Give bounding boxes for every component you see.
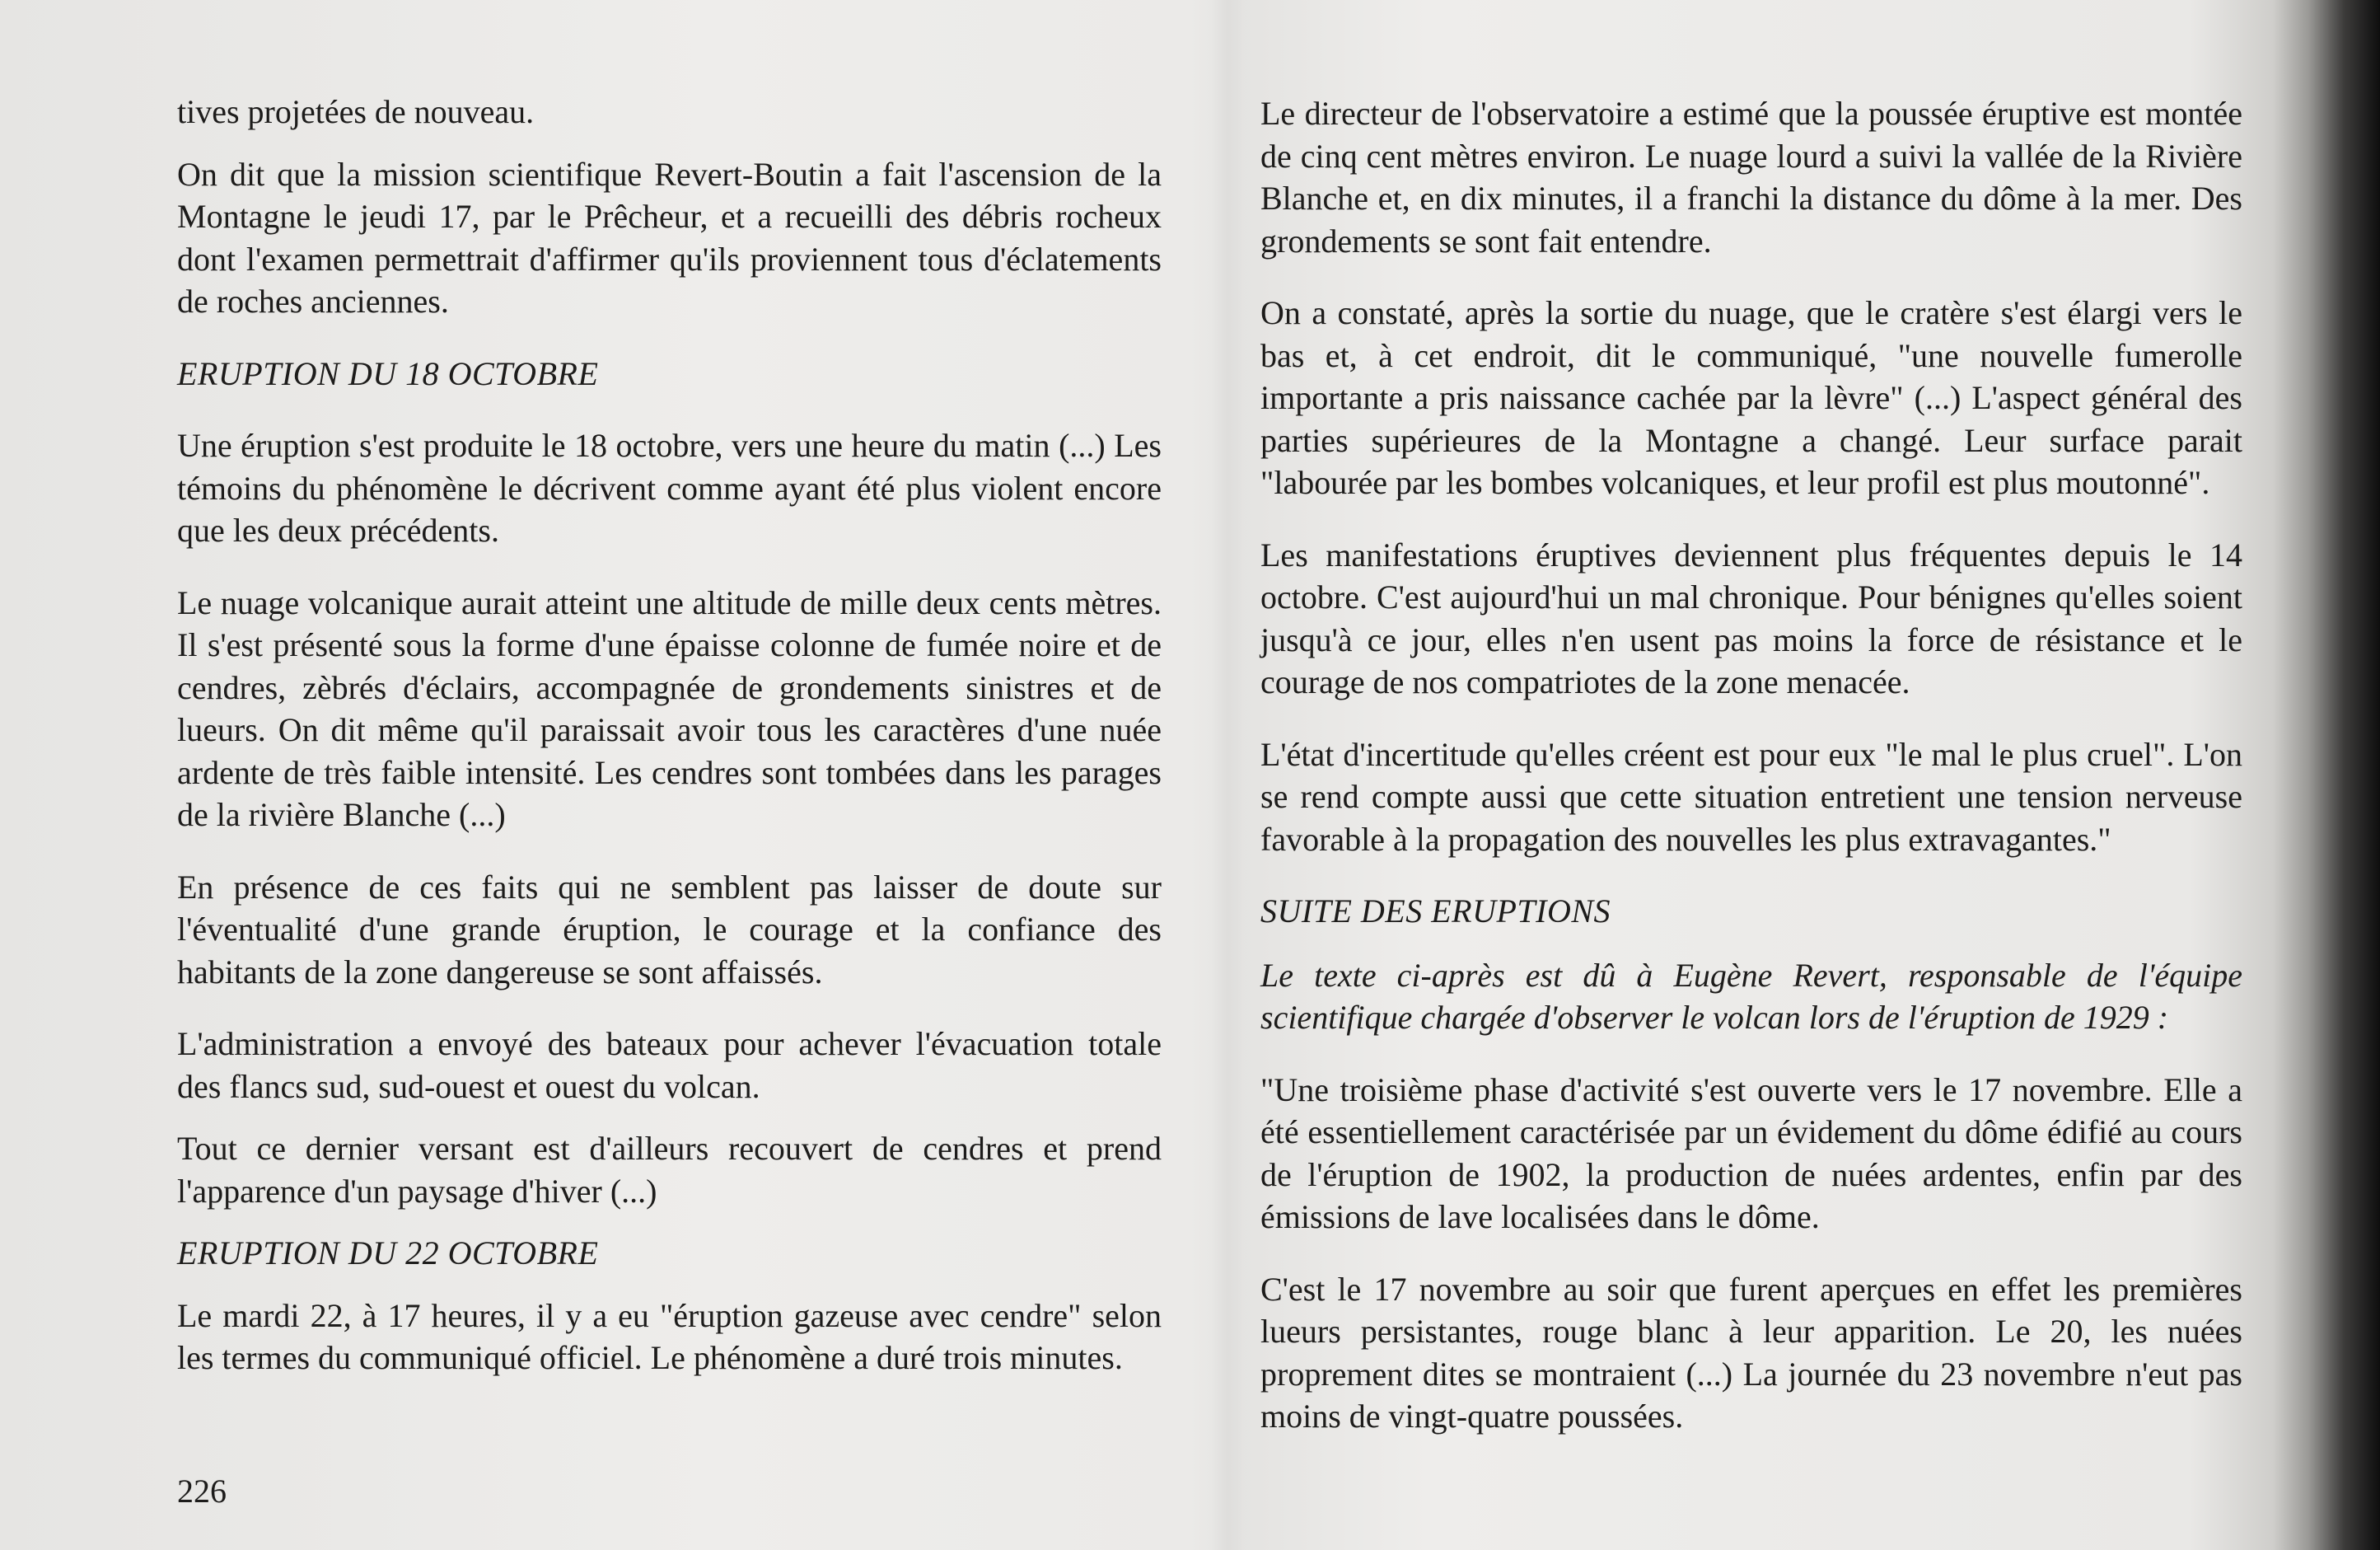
paragraph: Le mardi 22, à 17 heures, il y a eu "éruption gazeuse avec cendre" selon les termes du communiqué officiel. Le phénomène a duré trois minutes. [177, 1296, 1162, 1376]
paragraph: L'administration a envoyé des bateaux pour achever l'évacuation totale des flancs sud, sud-ouest et ouest du volcan. [177, 1025, 1162, 1105]
paragraph: On a constaté, après la sortie du nuage, que le cratère s'est élargi vers le bas et, à cet endroit, dit le communiqué, "une nouvelle fumerolle importante a pris naissance cachée par la lèvre" (...) L'aspect général des parties supérieures de la Montagne a changé. Leur surface parait "labourée par les bombes volcaniques, et leur profil est plus moutonné". [1260, 294, 2242, 501]
paragraph: En présence de ces faits qui ne semblent pas laisser de doute sur l'éventualité d'une grande éruption, le courage et la confiance des habitants de la zone dangereuse se sont affaissés. [177, 868, 1162, 990]
paragraph: "Une troisième phase d'activité s'est ouverte vers le 17 novembre. Elle a été essentiellement caractérisée par un évidement du dôme édifié au cours de l'éruption de 1902, la production de nuées ardentes, enfin par des émissions de lave localisées dans le dôme. [1260, 1070, 2242, 1235]
page-number: 226 [177, 1473, 227, 1510]
paragraph: On dit que la mission scientifique Revert-Boutin a fait l'ascension de la Montagne le jeudi 17, par le Prêcheur, et a recueilli des débris rocheux dont l'examen permettrait d'affirmer qu'ils proviennent tous d'éclatements de roches anciennes. [177, 155, 1162, 320]
section-heading: SUITE DES ERUPTIONS [1260, 892, 1611, 930]
section-heading: ERUPTION DU 22 OCTOBRE [177, 1234, 599, 1271]
paragraph: L'état d'incertitude qu'elles créent est pour eux "le mal le plus cruel". L'on se rend compte aussi que cette situation entretient une tension nerveuse favorable à la propagation des nouvelles les plus extravagantes." [1260, 735, 2242, 858]
right-column [1260, 92, 2242, 1468]
paragraph: tives projetées de nouveau. [177, 93, 535, 130]
paragraph: Une éruption s'est produite le 18 octobre, vers une heure du matin (...) Les témoins du phénomène le décrivent comme ayant été plus violent encore que les deux précédents. [177, 427, 1162, 549]
intro-paragraph: Le texte ci-après est dû à Eugène Revert, responsable de l'équipe scientifique chargée d'observer le volcan lors de l'éruption de 1929 : [1260, 956, 2242, 1036]
paragraph: Le nuage volcanique aurait atteint une altitude de mille deux cents mètres. Il s'est présenté sous la forme d'une épaisse colonne de fumée noire et de cendres, zèbrés d'éclairs, accompagnée de grondements sinistres et de lueurs. On dit même qu'il paraissait avoir tous les caractères d'une nuée ardente de très faible intensité. Les cendres sont tombées dans les parages de la rivière Blanche (...) [177, 583, 1162, 833]
paragraph: C'est le 17 novembre au soir que furent aperçues en effet les premières lueurs persistantes, rouge blanc à leur apparition. Le 20, les nuées proprement dites se montraient (...) La journée du 23 novembre n'eut pas moins de vingt-quatre poussées. [1260, 1270, 2242, 1435]
section-heading: ERUPTION DU 18 OCTOBRE [177, 354, 599, 392]
paragraph: Les manifestations éruptives deviennent plus fréquentes depuis le 14 octobre. C'est aujourd'hui un mal chronique. Pour bénignes qu'elles soient jusqu'à ce jour, elles n'en usent pas moins la force de résistance et le courage de nos compatriotes de la zone menacée. [1260, 536, 2242, 700]
left-column [177, 91, 1162, 1409]
book-gutter [1211, 0, 1244, 1550]
paragraph: Le directeur de l'observatoire a estimé que la poussée éruptive est montée de cinq cent mètres environ. Le nuage lourd a suivi la vallée de la Rivière Blanche et, en dix minutes, il a franchi la distance du dôme à la mer. Des grondements se sont fait entendre. [1260, 95, 2242, 260]
paragraph: Tout ce dernier versant est d'ailleurs recouvert de cendres et prend l'apparence d'un paysage d'hiver (...) [177, 1130, 1162, 1210]
